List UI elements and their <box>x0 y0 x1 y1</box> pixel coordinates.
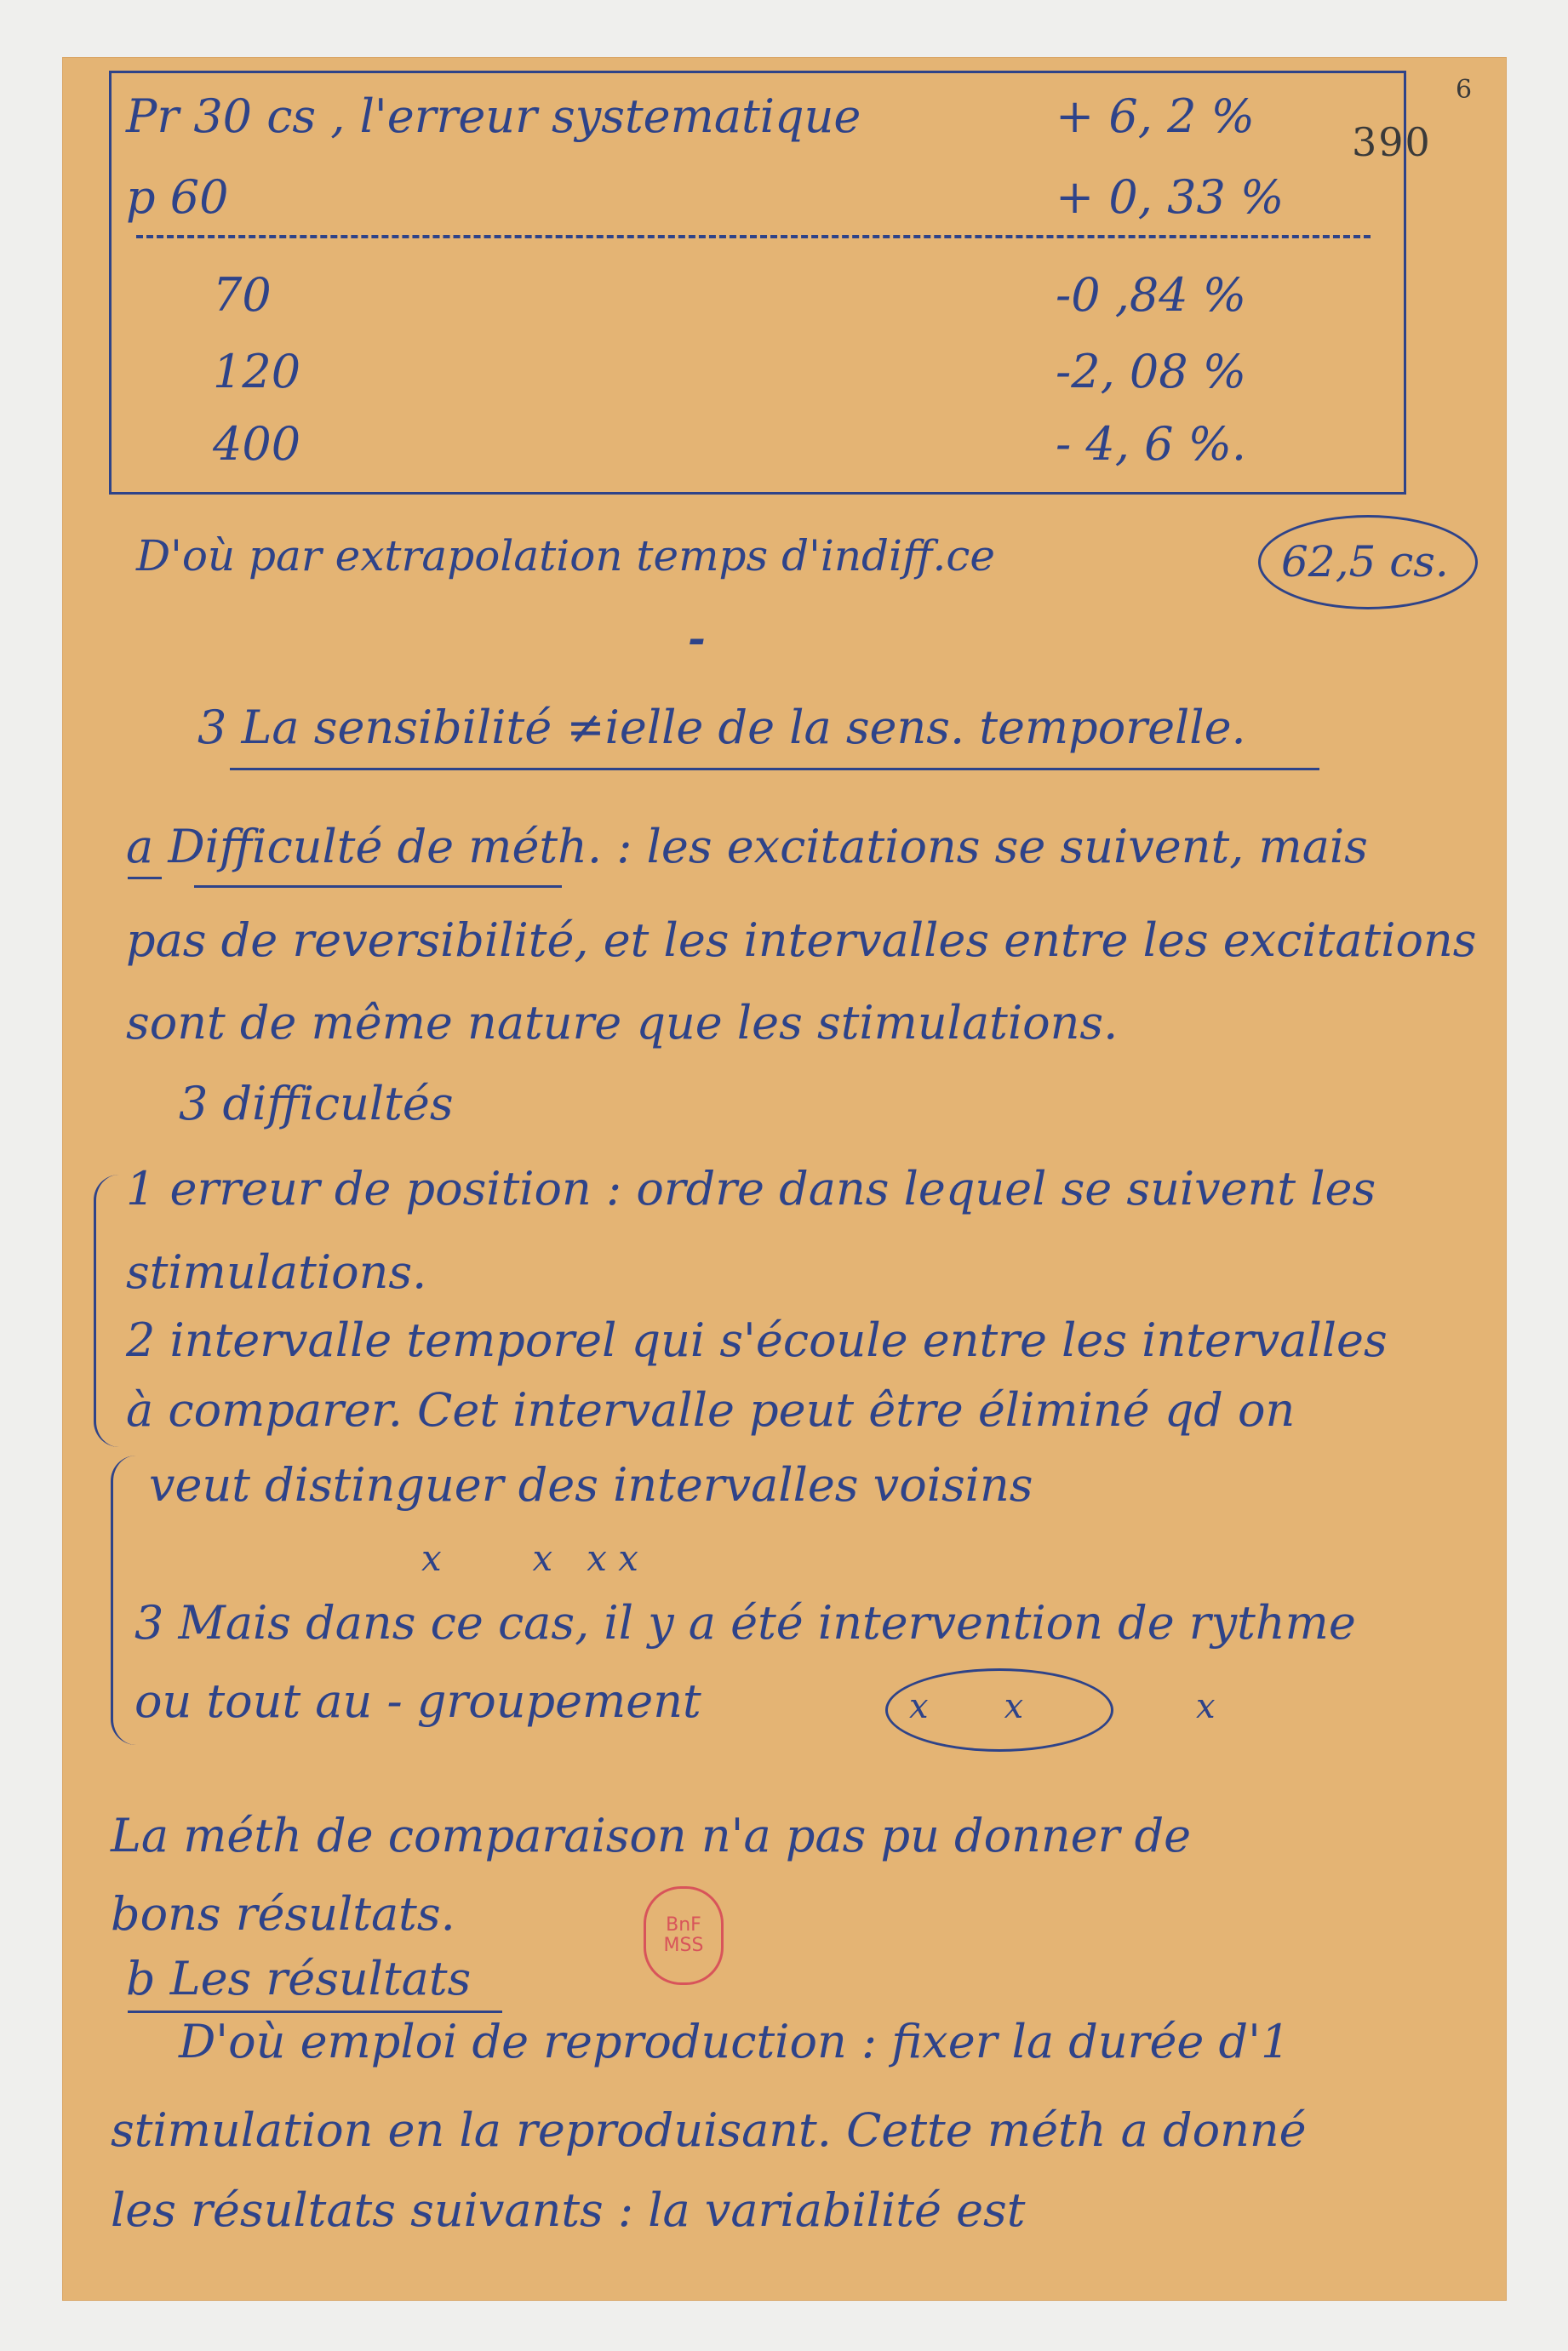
table-row-5-right: - 4, 6 %. <box>1056 417 1247 471</box>
difficulty-1-line-2: stimulations. <box>126 1245 427 1299</box>
table-row-4-left: 120 <box>213 345 301 398</box>
dash-mark: - <box>688 613 706 663</box>
folio-superscript: 6 <box>1456 75 1473 105</box>
difficulty-2-line-2: à comparer. Cet intervalle peut être éliminé qd on <box>126 1383 1296 1437</box>
difficulty-1-line-1: 1 erreur de position : ordre dans lequel se suivent les <box>126 1162 1376 1216</box>
stamp-line-1: BnF <box>666 1913 701 1936</box>
table-row-3-right: -0 ,84 % <box>1056 268 1247 322</box>
bnf-mss-stamp <box>644 1886 724 1985</box>
extrapolation-text: D'où par extrapolation temps d'indiff.ce <box>136 531 995 581</box>
difficulty-3-line-1: 3 Mais dans ce cas, il y a été intervention de rythme <box>134 1596 1356 1650</box>
para-b-title: b Les résultats <box>126 1952 472 2005</box>
conclusion-line-1: La méth de comparaison n'a pas pu donner de <box>111 1809 1192 1862</box>
difficulty-2-line-1: 2 intervalle temporel qui s'écoule entre les intervalles <box>126 1313 1388 1367</box>
difficulty-2-line-3: veut distinguer des intervalles voisins <box>149 1458 1033 1512</box>
section-title-underline <box>230 768 1319 770</box>
difficulties-heading: 3 difficultés <box>179 1077 454 1130</box>
difficulty-marks: x x x x <box>421 1537 638 1579</box>
table-row-5-left: 400 <box>213 417 301 471</box>
para-a-line-1: a Difficulté de méth. : les excitations se suivent, mais <box>126 820 1368 873</box>
para-b-line-1: D'où emploi de reproduction : fixer la durée d'1 <box>179 2015 1290 2068</box>
para-a-method-underline <box>194 885 562 888</box>
para-a-label-underline <box>128 877 162 879</box>
stamp-line-2: MSS <box>663 1935 704 1956</box>
para-a-line-2: pas de reversibilité, et les intervalles entre les excitations <box>126 913 1477 967</box>
table-row-3-left: 70 <box>213 268 272 322</box>
difficulties-brace-1 <box>94 1175 122 1447</box>
table-row-4-right: -2, 08 % <box>1056 345 1247 398</box>
para-b-line-2: stimulation en la reproduisant. Cette méth a donné <box>111 2103 1307 2157</box>
folio-number: 390 <box>1352 119 1432 165</box>
grouping-circle-marks: x x <box>909 1687 1024 1726</box>
para-b-title-underline <box>128 2011 502 2013</box>
table-row-1-left: Pr 30 cs , l'erreur systematique <box>126 89 861 143</box>
table-row-2-left: p 60 <box>126 170 229 224</box>
extrapolation-value: 62,5 cs. <box>1281 537 1449 586</box>
para-b-line-3: les résultats suivants : la variabilité est <box>111 2183 1026 2237</box>
table-dashed-separator <box>136 235 1371 238</box>
table-row-2-right: + 0, 33 % <box>1056 170 1285 224</box>
para-a-line-3: sont de même nature que les stimulations. <box>126 996 1119 1050</box>
difficulty-3-line-2: ou tout au - groupement <box>134 1674 701 1728</box>
section-title: 3 La sensibilité ≠ielle de la sens. temporelle. <box>197 701 1246 754</box>
conclusion-line-2: bons résultats. <box>111 1887 455 1941</box>
grouping-outside-mark: x <box>1196 1687 1216 1726</box>
table-row-1-right: + 6, 2 % <box>1056 89 1255 143</box>
